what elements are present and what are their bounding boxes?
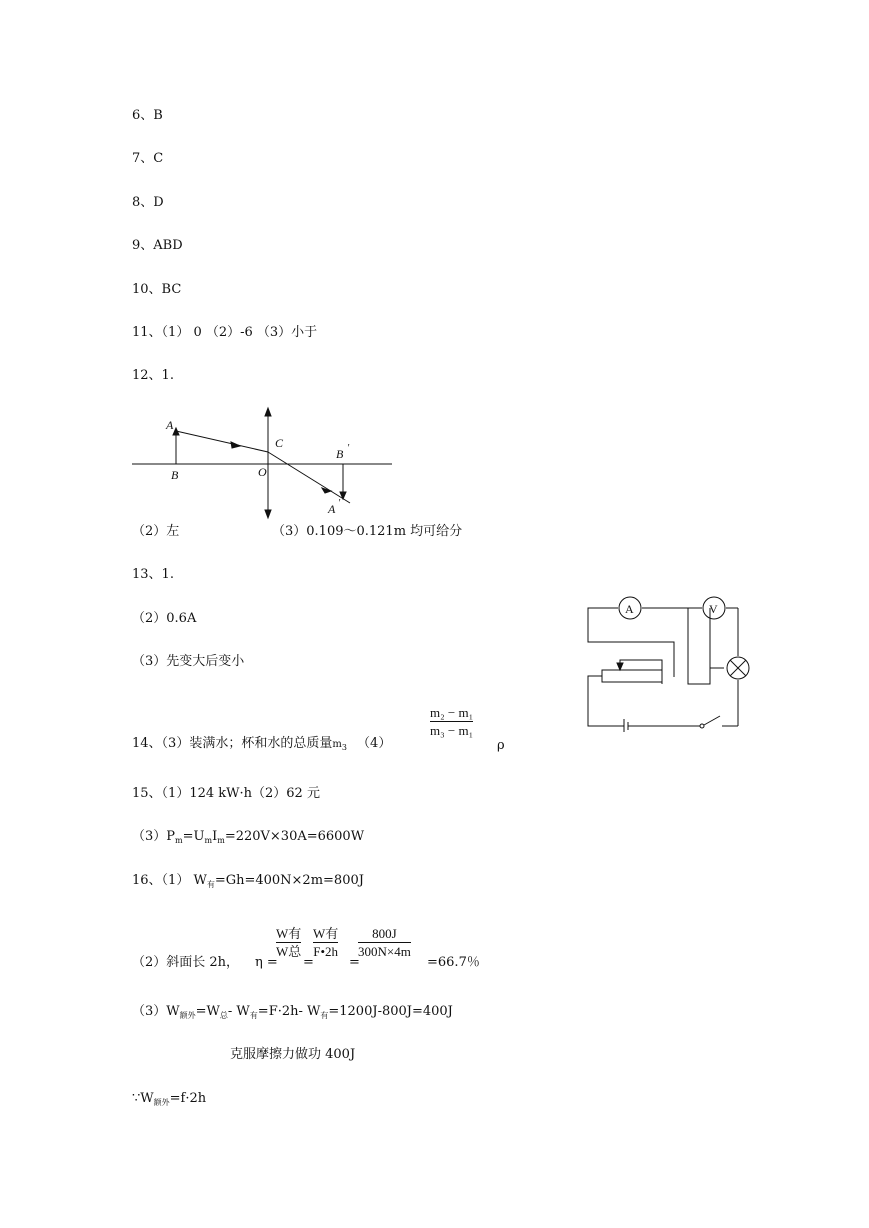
a16-3-e: =1200J-800J=400J bbox=[328, 1004, 453, 1019]
efficiency-result: =66.7％ bbox=[427, 955, 480, 970]
fraction-bar bbox=[313, 942, 338, 943]
answer-6: 6、B bbox=[132, 108, 163, 123]
rheostat-slider bbox=[620, 660, 662, 684]
label-O: O bbox=[258, 465, 267, 479]
fraction-1-numerator: W有 bbox=[276, 926, 302, 941]
a16-3-a: （3）W bbox=[132, 1004, 180, 1019]
ray-arrow-1 bbox=[231, 442, 240, 448]
answer-9: 9、ABD bbox=[132, 238, 183, 253]
a16-3-s2: 总 bbox=[219, 1011, 228, 1020]
answer-16 bbox=[132, 873, 364, 890]
answer-16-sub: 有 bbox=[206, 880, 215, 889]
answer-14-m-sub: 3 bbox=[341, 743, 347, 752]
answer-12: 12、1. bbox=[132, 368, 174, 383]
answer-12-part2: （2）左 bbox=[132, 524, 180, 539]
answer-7: 7、C bbox=[132, 151, 164, 166]
rheostat-body bbox=[602, 670, 662, 682]
eta-symbol: η = bbox=[255, 955, 278, 970]
answer-15-p: （3）P bbox=[132, 829, 176, 844]
answer-13: 13、1. bbox=[132, 567, 174, 582]
efficiency-fraction-1 bbox=[276, 926, 301, 959]
answer-15-i: I bbox=[212, 829, 218, 844]
fraction-1-denominator: W总 bbox=[276, 944, 302, 959]
answer-12-part3: （3）0.109～0.121m 均可给分 bbox=[272, 524, 463, 539]
lens-arrow-top bbox=[265, 408, 271, 416]
circuit-diagram bbox=[580, 592, 750, 732]
label-A: A bbox=[166, 418, 174, 432]
answer-15-sub3: m bbox=[217, 836, 225, 845]
because-sub: 额外 bbox=[153, 1098, 170, 1107]
fraction-bar bbox=[430, 721, 473, 722]
answer-16-post: =Gh=400N×2m=800J bbox=[214, 873, 364, 888]
density-denominator: m₃ − m₁ bbox=[430, 723, 474, 738]
because-b: =f·2h bbox=[169, 1091, 207, 1106]
because-line bbox=[132, 1091, 206, 1108]
switch-lever bbox=[704, 716, 720, 725]
equals-sign-1: = bbox=[303, 955, 314, 970]
label-B-prime-mark: ′ bbox=[347, 443, 350, 454]
rho-symbol: ρ bbox=[497, 738, 505, 753]
fraction-2-numerator: W有 bbox=[313, 926, 339, 941]
a16-3-b: =W bbox=[195, 1004, 220, 1019]
answer-16-part2-pre: （2）斜面长 2h， bbox=[132, 955, 240, 970]
answer-14-part: （4） bbox=[357, 736, 392, 751]
answer-14 bbox=[132, 736, 391, 753]
label-B-prime: B bbox=[336, 447, 344, 461]
switch-pivot bbox=[700, 724, 704, 728]
density-numerator: m₂ − m₁ bbox=[430, 705, 474, 720]
because-a: ∵W bbox=[132, 1091, 154, 1106]
answer-15-u: =U bbox=[182, 829, 205, 844]
label-C: C bbox=[275, 436, 284, 450]
answer-16-part3 bbox=[132, 1004, 453, 1021]
lens-ray-diagram bbox=[128, 405, 398, 525]
answer-13-part2: （2）0.6A bbox=[132, 611, 197, 626]
density-fraction bbox=[430, 705, 473, 738]
fraction-3-denominator: 300N×4m bbox=[358, 944, 411, 959]
voltmeter-label: V bbox=[709, 602, 718, 616]
fraction-2-denominator: F•2h bbox=[313, 944, 339, 959]
label-B: B bbox=[171, 468, 179, 482]
fraction-bar bbox=[276, 942, 301, 943]
a16-3-s3: 有 bbox=[249, 1011, 258, 1020]
ray-incident bbox=[176, 431, 268, 452]
answer-15-sub2: m bbox=[204, 836, 213, 845]
answer-11: 11、（1） 0 （2）-6 （3）小于 bbox=[132, 325, 318, 340]
wire-top-left bbox=[588, 608, 674, 677]
answer-15-result: =220V×30A=6600W bbox=[224, 829, 365, 844]
efficiency-fraction-2 bbox=[313, 926, 338, 959]
answer-13-part3: （3）先变大后变小 bbox=[132, 654, 245, 669]
wire-left-lower bbox=[588, 676, 624, 726]
ammeter-label: A bbox=[625, 602, 634, 616]
a16-3-c: - W bbox=[227, 1004, 250, 1019]
answer-14-text: 14、（3）装满水；杯和水的总质量 bbox=[132, 736, 333, 751]
a16-3-d: =F·2h- W bbox=[257, 1004, 321, 1019]
answer-15: 15、（1）124 kW·h（2）62 元 bbox=[132, 786, 320, 801]
answer-8: 8、D bbox=[132, 195, 164, 210]
efficiency-fraction-3 bbox=[358, 926, 411, 959]
answer-15-sub1: m bbox=[175, 836, 183, 845]
equals-sign-2: = bbox=[349, 955, 360, 970]
image-arrowhead bbox=[340, 492, 346, 499]
wire-inner bbox=[688, 608, 724, 684]
answer-10: 10、BC bbox=[132, 282, 182, 297]
fraction-3-numerator: 800J bbox=[372, 926, 397, 941]
answer-16-pre: 16、（1） W bbox=[132, 873, 207, 888]
label-A-prime-mark: ′ bbox=[338, 498, 341, 509]
answer-14-m: m bbox=[332, 739, 342, 750]
a16-3-s1: 额外 bbox=[179, 1011, 196, 1020]
answer-15-part3 bbox=[132, 829, 364, 846]
fraction-bar bbox=[358, 942, 411, 943]
a16-3-s4: 有 bbox=[320, 1011, 329, 1020]
rheostat-arrow bbox=[617, 663, 623, 670]
friction-work: 克服摩擦力做功 400J bbox=[230, 1047, 356, 1062]
label-A-prime: A bbox=[328, 502, 336, 516]
lens-arrow-bottom bbox=[265, 510, 271, 518]
